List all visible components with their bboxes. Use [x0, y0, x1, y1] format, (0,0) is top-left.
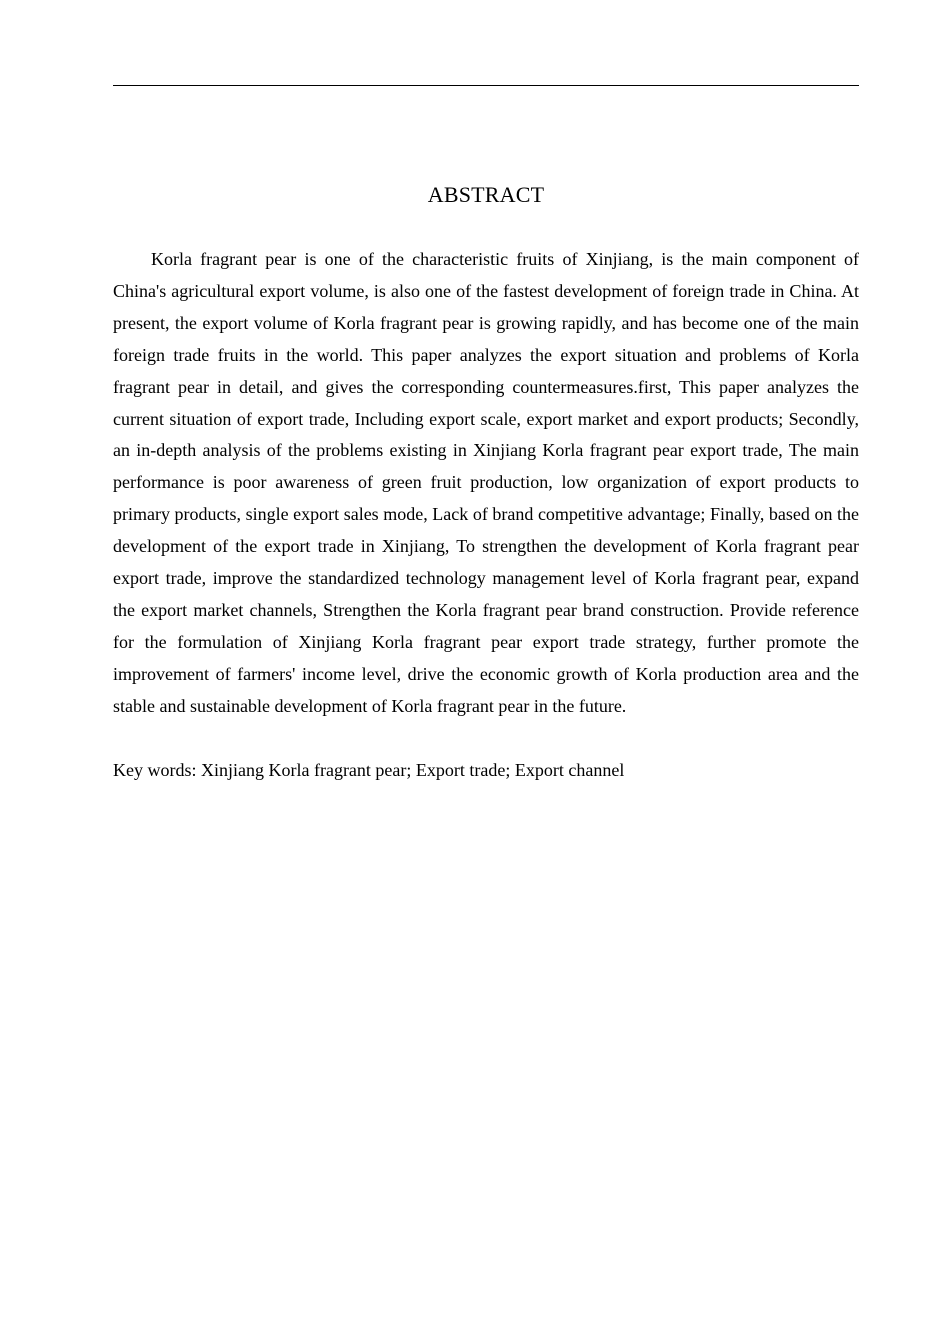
abstract-paragraph: Korla fragrant pear is one of the characteristic fruits of Xinjiang, is the main component of China's agricultural export volume, is also one of the fastest development of foreign trade in China. At present, the export volume of Korla fragrant pear is growing rapidly, and has become one of the main foreign trade fruits in the world. This paper analyzes the export situation and problems of Korla fragrant pear in detail, and gives the corresponding countermeasures.first, This paper analyzes the current situation of export trade, Including export scale, export market and export products; Secondly, an in-depth analysis of the problems existing in Xinjiang Korla fragrant pear export trade, The main performance is poor awareness of green fruit production, low organization of export products to primary products, single export sales mode, Lack of brand competitive advantage; Finally, based on the development of the export trade in Xinjiang, To strengthen the development of Korla fragrant pear export trade, improve the standardized technology management level of Korla fragrant pear, expand the export market channels, Strengthen the Korla fragrant pear brand construction. Provide reference for the formulation of Xinjiang Korla fragrant pear export trade strategy, further promote the improvement of farmers' income level, drive the economic growth of Korla production area and the stable and sustainable development of Korla fragrant pear in the future. [113, 249, 859, 716]
header-rule [113, 85, 859, 86]
page-title: ABSTRACT [427, 182, 545, 207]
keywords-line: Key words: Xinjiang Korla fragrant pear; Export trade; Export channel [113, 760, 625, 780]
